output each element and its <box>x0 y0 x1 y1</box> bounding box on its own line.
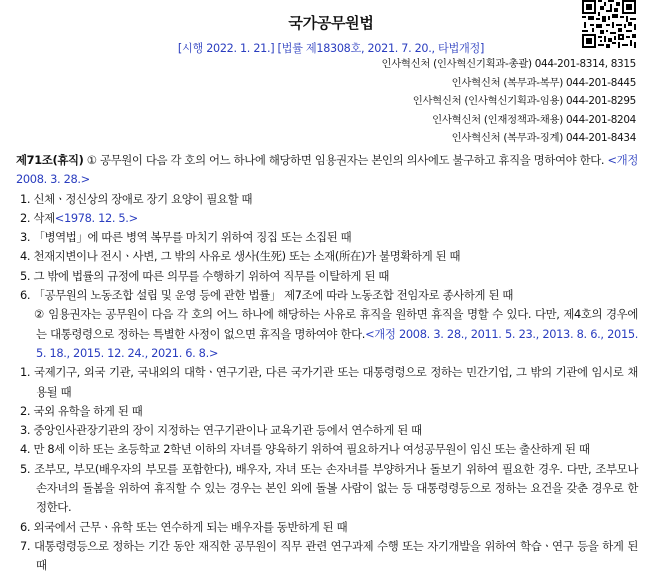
item-text: 2. 삭제 <box>20 210 55 225</box>
list-item: 1. 국제기구, 외국 기관, 국내외의 대학ㆍ연구기관, 다른 국가기관 또는 대통령령으로 정하는 민간기업, 그 밖의 기관에 임시로 채용될 때 <box>20 365 638 399</box>
list-item: 5. 조부모, 부모(배우자의 부모를 포함한다), 배우자, 자녀 또는 손자녀를 부양하거나 돌보기 위하여 필요한 경우. 다만, 조부모나 손자녀의 돌봄을 위하여 휴직할 수 있는 경우는 본인 외에 돌볼 사람이 없는 등 대통령령등으로 정하는 요건을 갖춘 경우로 한정한다. <box>20 461 638 515</box>
list-item: 6. 외국에서 근무ㆍ유학 또는 연수하게 되는 배우자를 동반하게 된 때 <box>20 519 348 534</box>
contact-line: 인사혁신처 (인사혁신기획과-임용) 044-201-8295 <box>412 95 636 108</box>
contact-line: 인사혁신처 (복무과-징계) 044-201-8434 <box>451 132 636 145</box>
list-item <box>16 190 638 209</box>
amendment-link[interactable]: <개정 2008. 3. 28.> <box>16 153 638 187</box>
contact-list <box>381 55 636 148</box>
law-title: 국가공무원법 <box>288 14 374 32</box>
contact-line: 인사혁신처 (복무과-복무) 044-201-8445 <box>451 76 636 89</box>
enforcement-info: [시행 2022. 1. 21.] [법률 제18308호, 2021. 7. 20., 타법개정] <box>177 42 485 55</box>
amendment-link[interactable]: <개정 2008. 3. 28., 2011. 5. 23., 2013. 8. 6., 2015. 5. 18., 2015. 12. 24., 2021. 6. 8.> <box>36 326 639 360</box>
paragraph-text: ① 공무원이 다음 각 호의 어느 하나에 해당하면 임용권자는 본인의 의사에도 불구하고 휴직을 명하여야 한다. <box>86 153 605 167</box>
list-item <box>16 228 638 247</box>
article-heading: 제71조(휴직) <box>16 153 84 167</box>
article-paragraph-2 <box>16 305 638 363</box>
list-item: 2. 국외 유학을 하게 된 때 <box>20 403 143 418</box>
item-text: 1. 신체ㆍ정신상의 장애로 장기 요양이 필요할 때 <box>20 191 253 206</box>
article-paragraph-1 <box>16 151 638 190</box>
contact-line: 인사혁신처 (인사혁신기획과-총괄) 044-201-8314, 8315 <box>381 58 636 70</box>
list-item <box>16 209 638 228</box>
item-text: 3. 「병역법」에 따른 병역 복무를 마치기 위하여 징집 또는 소집된 때 <box>20 230 352 245</box>
paragraph-text: ② 임용권자는 공무원이 다음 각 호의 어느 하나에 해당하는 사유로 휴직을 원하면 휴직을 명할 수 있다. 다만, 제4호의 경우에는 대통령령으로 정하는 특별한 사정이 없으면 휴직을 명하여야 한다. <box>34 307 638 341</box>
amendment-link[interactable]: <1978. 12. 5.> <box>54 210 138 225</box>
list-item <box>16 286 638 305</box>
item-text: 5. 그 밖에 법률의 규정에 따른 의무를 수행하기 위하여 직무를 이탈하게 된 때 <box>20 268 390 283</box>
list-item: 4. 만 8세 이하 또는 초등학교 2학년 이하의 자녀를 양육하기 위하여 필요하거나 여성공무원이 임신 또는 출산하게 된 때 <box>20 442 590 457</box>
contact-line: 인사혁신처 (인재정책과-채용) 044-201-8204 <box>432 113 636 126</box>
item-text: 4. 천재지변이나 전시ㆍ사변, 그 밖의 사유로 생사(生死) 또는 소재(所在)가 불명확하게 된 때 <box>20 249 461 264</box>
list-item: 7. 대통령령등으로 정하는 기간 동안 재직한 공무원이 직무 관련 연구과제 수행 또는 자기개발을 위하여 학습ㆍ연구 등을 하게 된 때 <box>20 538 638 573</box>
list-item <box>16 247 638 266</box>
article-body <box>16 151 638 576</box>
list-item <box>16 267 638 286</box>
item-text: 6. 「공무원의 노동조합 설립 및 운영 등에 관한 법률」 제7조에 따라 노동조합 전임자로 종사하게 된 때 <box>20 288 514 303</box>
list-item: 3. 중앙인사관장기관의 장이 지정하는 연구기관이나 교육기관 등에서 연수하게 된 때 <box>20 423 422 438</box>
